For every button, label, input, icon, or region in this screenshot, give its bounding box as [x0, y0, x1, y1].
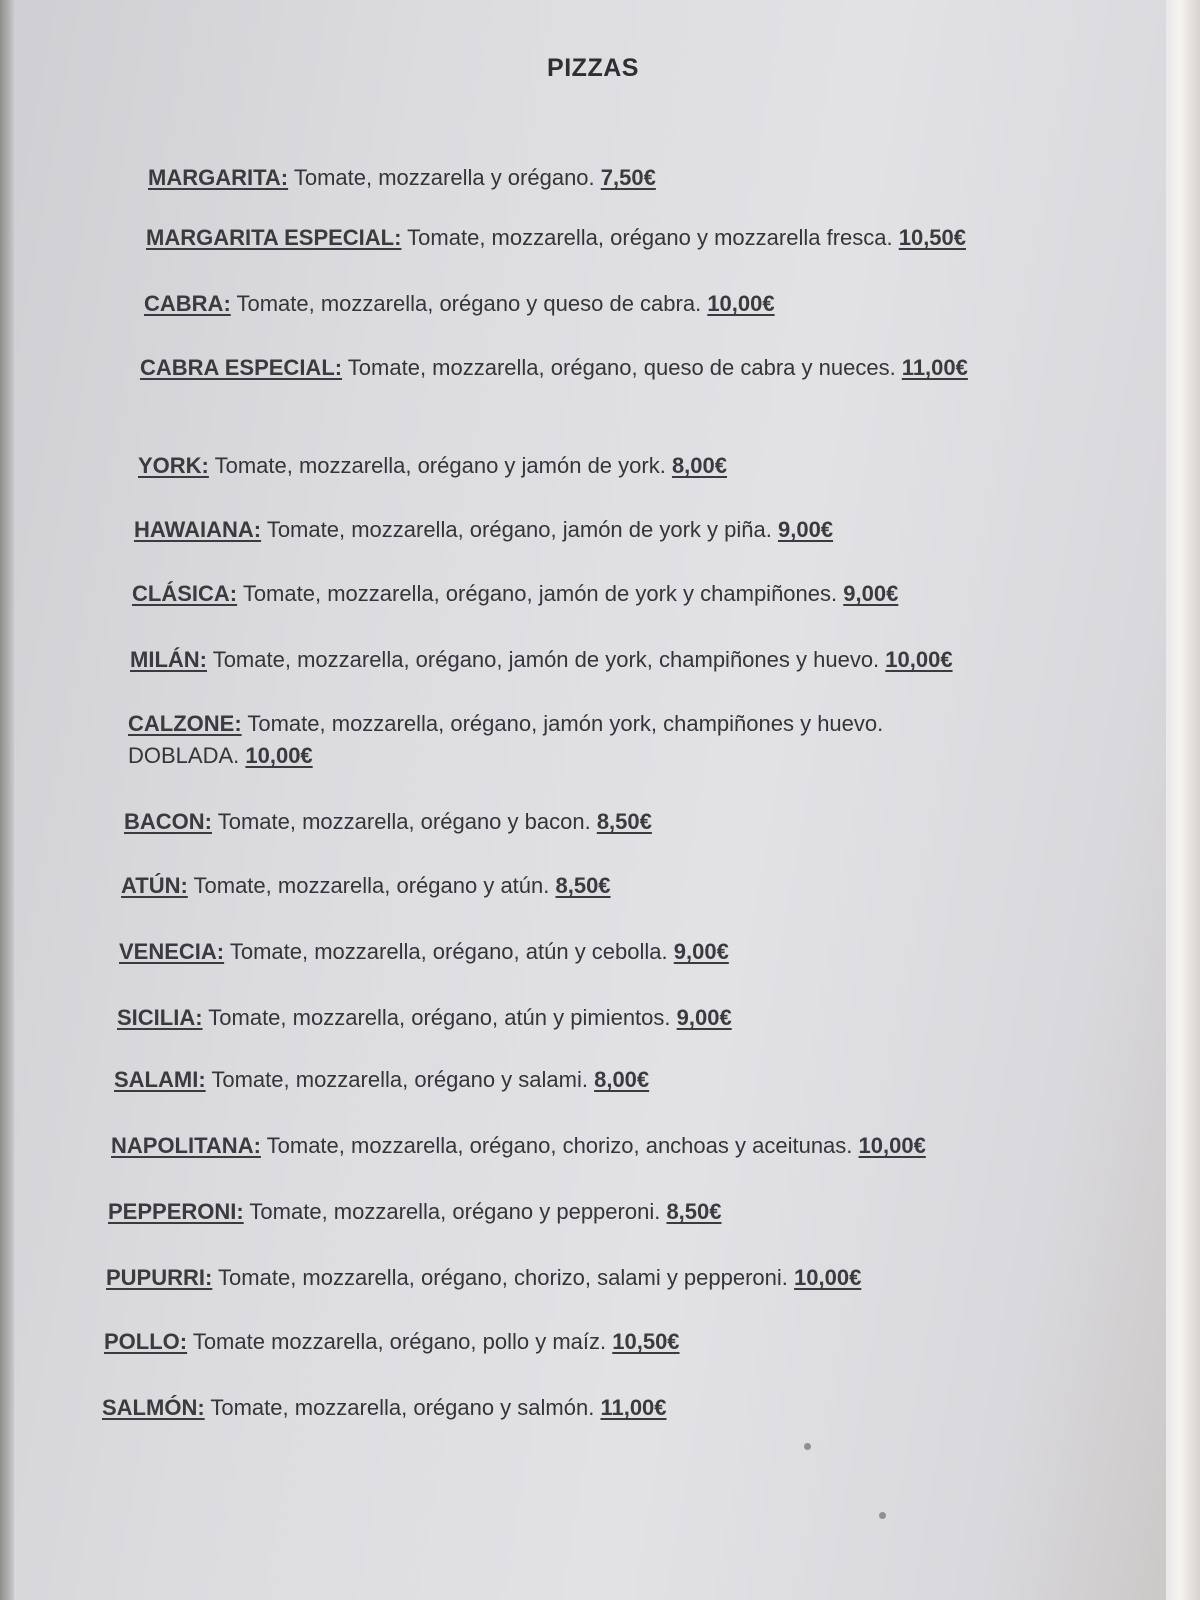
- item-name: SICILIA:: [117, 1005, 203, 1030]
- item-price: 10,00€: [245, 743, 313, 768]
- item-name: CALZONE:: [128, 711, 242, 736]
- item-description: Tomate, mozzarella, orégano, atún y pimientos.: [202, 1005, 677, 1030]
- item-description: Tomate, mozzarella, orégano, jamón de york y piña.: [261, 517, 778, 542]
- menu-item-salmon: [102, 1392, 667, 1424]
- item-name: MILÁN:: [130, 647, 207, 672]
- item-description: Tomate, mozzarella, orégano, jamón de york, champiñones y huevo.: [206, 647, 886, 672]
- item-name: NAPOLITANA:: [111, 1133, 261, 1158]
- item-name: SALMÓN:: [102, 1395, 205, 1420]
- item-price: 9,00€: [777, 517, 834, 542]
- menu-item-calzone: [128, 708, 988, 772]
- item-description: Tomate, mozzarella, orégano y queso de cabra.: [230, 291, 708, 316]
- item-price: 11,00€: [901, 355, 968, 380]
- item-price: 10,00€: [794, 1265, 862, 1290]
- paper-speck: [804, 1443, 811, 1450]
- item-price: 8,50€: [596, 809, 652, 834]
- item-price: 9,00€: [676, 1005, 732, 1030]
- item-description: Tomate, mozzarella, orégano, jamón york, champiñones y huevo. DOBLADA.: [128, 711, 884, 768]
- item-name: ATÚN:: [121, 873, 188, 898]
- item-price: 10,50€: [612, 1329, 680, 1354]
- item-description: Tomate, mozzarella, orégano y pepperoni.: [243, 1199, 667, 1224]
- menu-item-salami: [114, 1064, 649, 1096]
- item-description: Tomate, mozzarella y orégano.: [288, 165, 601, 190]
- item-description: Tomate, mozzarella, orégano, chorizo, anchoas y aceitunas.: [260, 1133, 859, 1158]
- item-name: CLÁSICA:: [132, 581, 238, 606]
- menu-item-sicilia: [117, 1002, 732, 1034]
- menu-item-cabra: [144, 288, 775, 320]
- item-description: Tomate, mozzarella, orégano y atún.: [187, 873, 556, 898]
- item-name: POLLO:: [104, 1329, 188, 1354]
- menu-item-napolitana: [111, 1130, 926, 1162]
- menu-item-hawaiana: [134, 514, 833, 546]
- item-description: Tomate mozzarella, orégano, pollo y maíz.: [187, 1329, 613, 1354]
- item-name: MARGARITA ESPECIAL:: [146, 225, 402, 250]
- item-description: Tomate, mozzarella, orégano y jamón de york.: [208, 453, 672, 478]
- menu-item-atun: [121, 870, 611, 902]
- item-name: VENECIA:: [119, 939, 225, 964]
- menu-item-clasica: [132, 578, 898, 610]
- menu-item-milan: [130, 644, 953, 676]
- menu-item-bacon: [124, 806, 652, 838]
- item-name: YORK:: [138, 453, 209, 478]
- menu-item-york: [138, 450, 727, 482]
- item-name: CABRA ESPECIAL:: [140, 355, 343, 380]
- item-price: 10,50€: [898, 225, 967, 250]
- paper-speck: [879, 1512, 886, 1519]
- menu-item-cabra-especial: [140, 352, 1070, 384]
- item-price: 8,00€: [594, 1067, 650, 1092]
- item-price: 10,00€: [885, 647, 953, 672]
- item-price: 9,00€: [843, 581, 899, 606]
- item-price: 8,50€: [555, 873, 611, 898]
- item-price: 11,00€: [600, 1395, 667, 1420]
- item-price: 10,00€: [707, 291, 775, 316]
- item-price: 10,00€: [858, 1133, 926, 1158]
- item-name: SALAMI:: [114, 1067, 206, 1092]
- item-description: Tomate, mozzarella, orégano, queso de cabra y nueces.: [342, 355, 902, 380]
- menu-title: PIZZAS: [547, 54, 639, 82]
- menu-item-margarita-especial: [146, 222, 966, 254]
- item-description: Tomate, mozzarella, orégano, jamón de york y champiñones.: [237, 581, 844, 606]
- menu-item-margarita: [148, 162, 656, 194]
- menu-item-pepperoni: [108, 1196, 722, 1228]
- page-right-edge: [1166, 0, 1200, 1600]
- item-description: Tomate, mozzarella, orégano, atún y cebolla.: [224, 939, 674, 964]
- item-price: 7,50€: [600, 165, 656, 190]
- item-description: Tomate, mozzarella, orégano y bacon.: [212, 809, 597, 834]
- item-name: PUPURRI:: [106, 1265, 213, 1290]
- item-description: Tomate, mozzarella, orégano y salmón.: [204, 1395, 601, 1420]
- item-name: PEPPERONI:: [108, 1199, 244, 1224]
- item-name: HAWAIANA:: [134, 517, 262, 542]
- item-price: 8,00€: [671, 453, 727, 478]
- item-price: 8,50€: [666, 1199, 722, 1224]
- item-name: BACON:: [124, 809, 212, 834]
- menu-item-pollo: [104, 1326, 680, 1358]
- item-description: Tomate, mozzarella, orégano, chorizo, salami y pepperoni.: [212, 1265, 795, 1290]
- item-name: MARGARITA:: [148, 165, 289, 190]
- item-description: Tomate, mozzarella, orégano y mozzarella fresca.: [401, 225, 899, 250]
- menu-item-pupurri: [106, 1262, 861, 1294]
- page-left-edge: [0, 0, 14, 1600]
- item-price: 9,00€: [673, 939, 729, 964]
- item-description: Tomate, mozzarella, orégano y salami.: [205, 1067, 595, 1092]
- menu-item-venecia: [119, 936, 729, 968]
- item-name: CABRA:: [144, 291, 231, 316]
